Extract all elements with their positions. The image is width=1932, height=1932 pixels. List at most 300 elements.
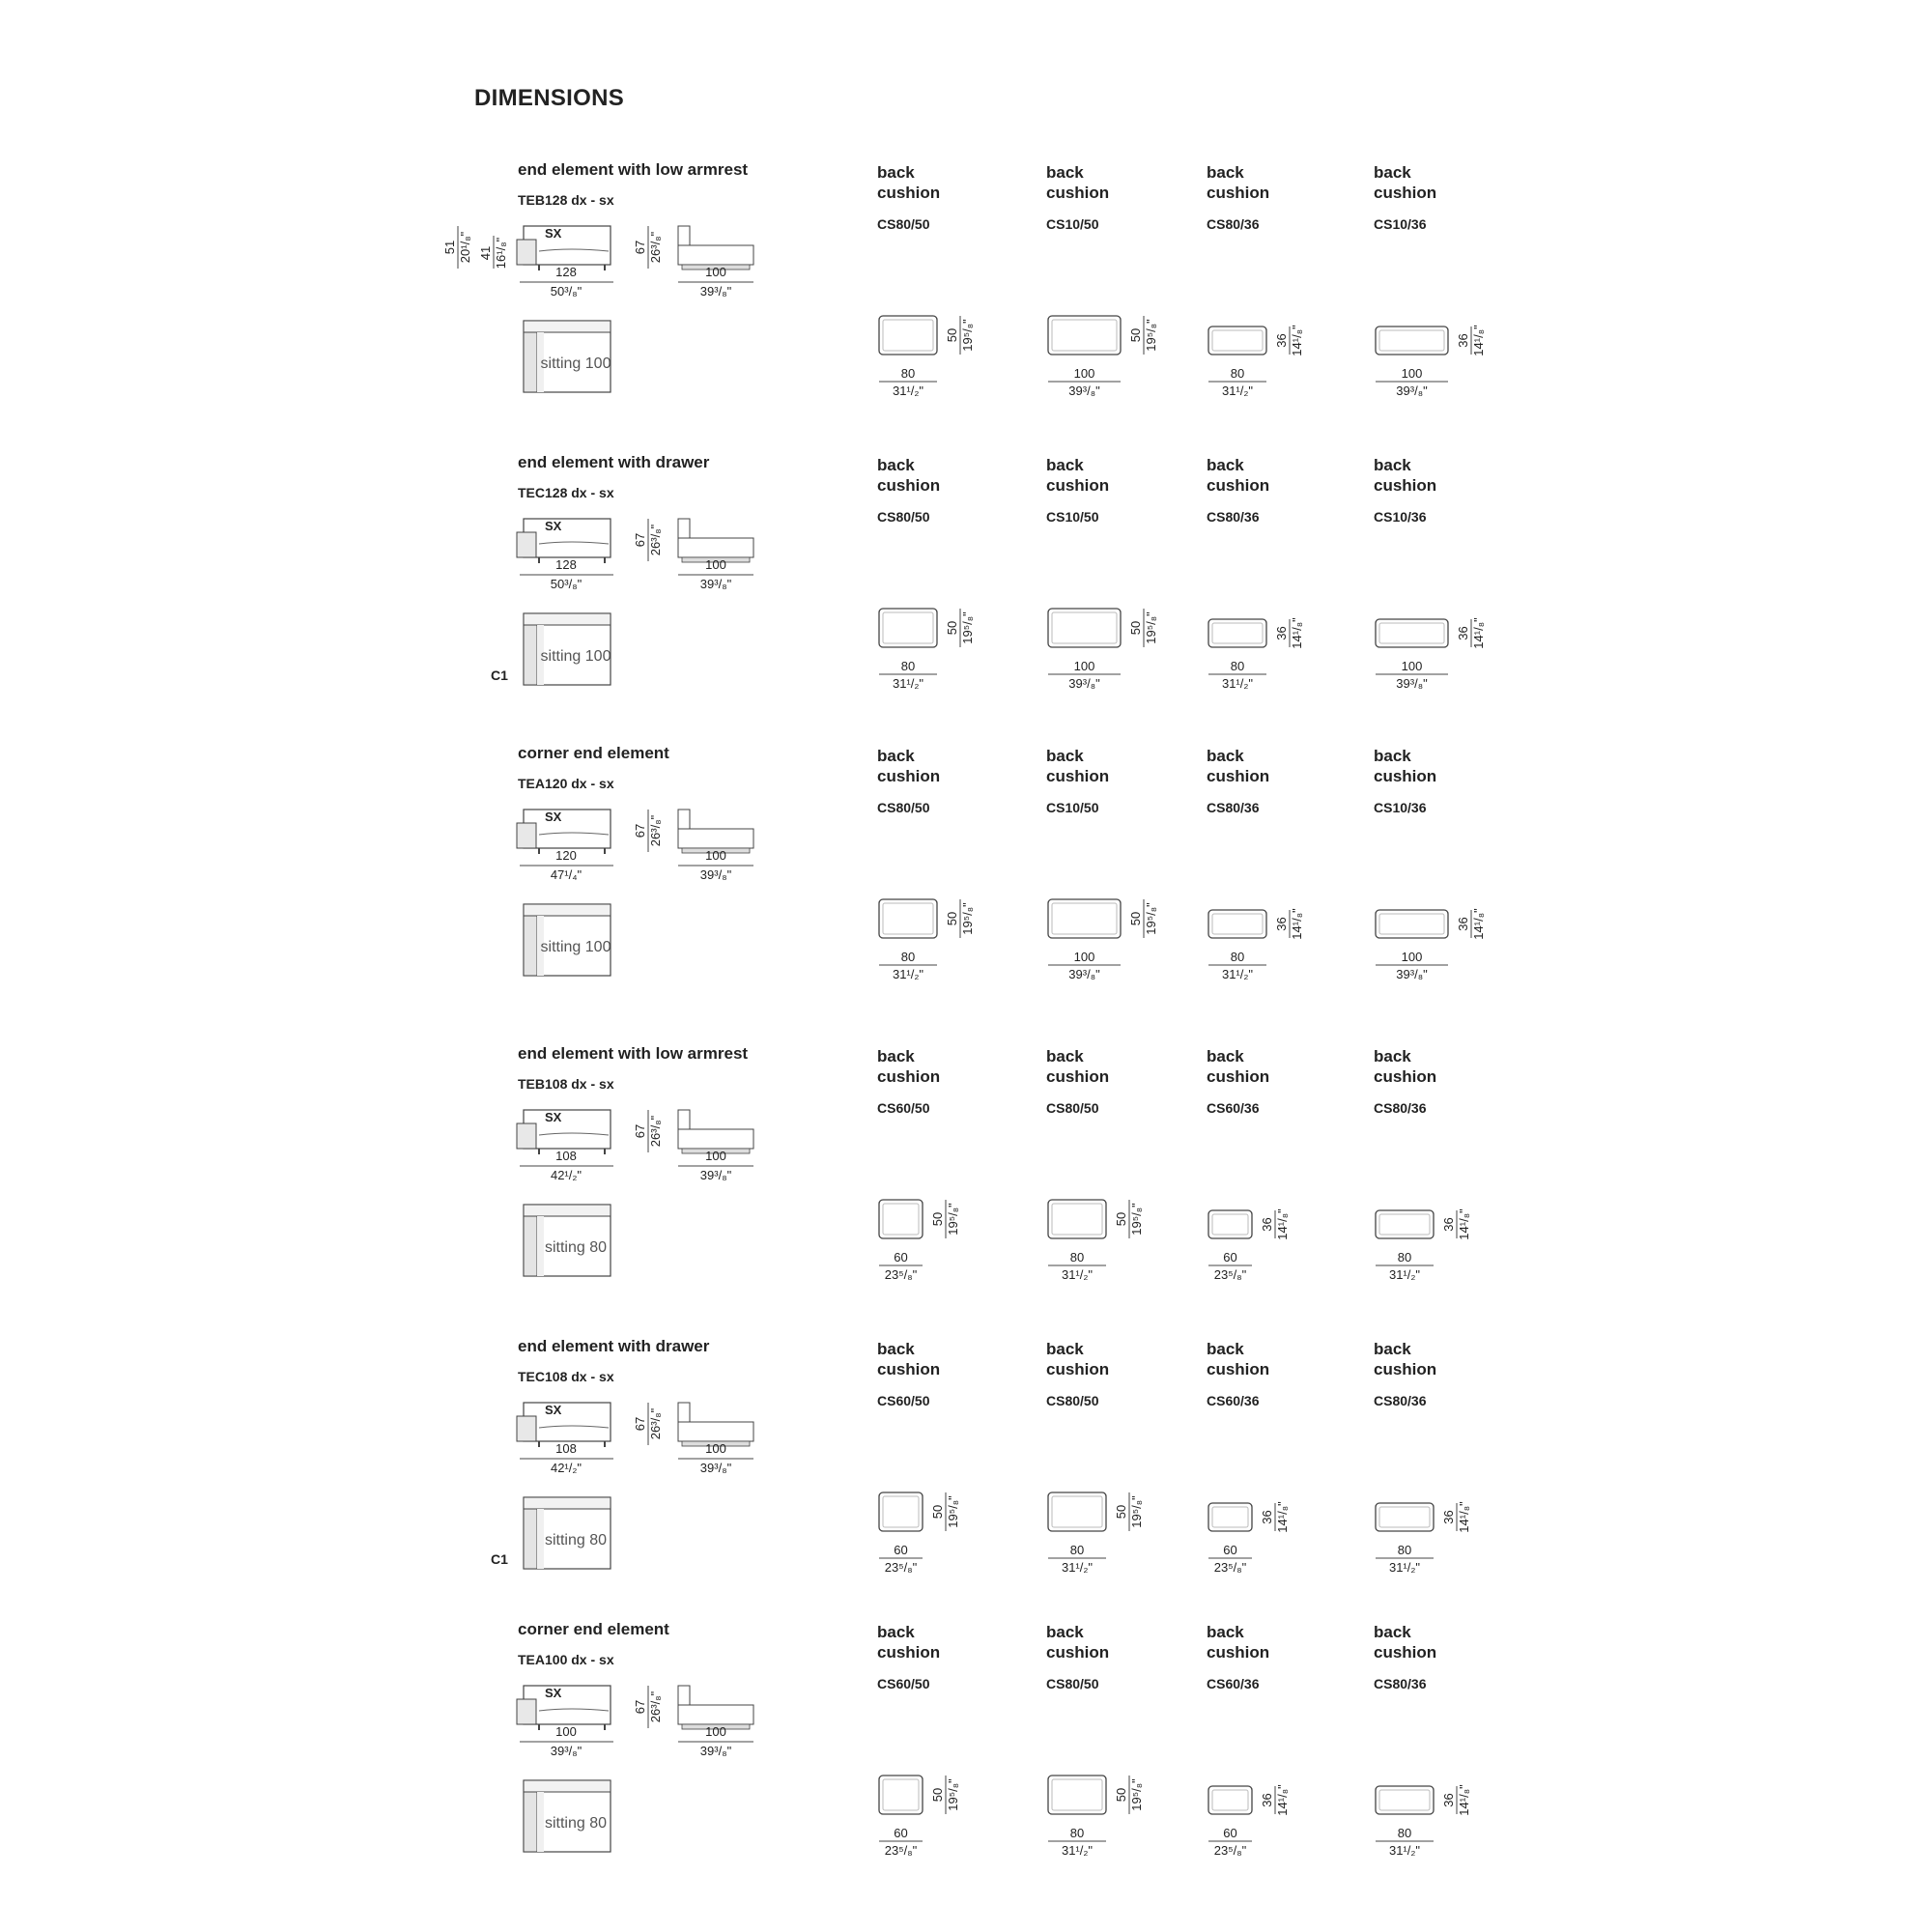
depth-cm: 100: [705, 848, 726, 863]
sitting-label: sitting 80: [544, 1239, 608, 1256]
cushion-width-cm: 60: [1223, 1250, 1237, 1264]
cushion-label: back cushion: [877, 163, 941, 202]
cushion-shape: [1048, 899, 1121, 938]
cushion-height-inch: 19⁵/₈": [946, 1778, 960, 1811]
width-cm: 120: [555, 848, 577, 863]
plan-view: [524, 904, 611, 976]
cushion-shape: [879, 1776, 923, 1814]
cushion-drawing: [1199, 605, 1363, 701]
sitting-label: sitting 100: [540, 648, 611, 665]
cushion-code: CS60/50: [877, 1676, 930, 1691]
element-section: [0, 1044, 1932, 1334]
cushion-height-inch: 19⁵/₈": [1144, 319, 1158, 352]
sitting-label: sitting 100: [540, 939, 611, 955]
cushion-label: back cushion: [1046, 456, 1110, 495]
cushion-width-cm: 60: [894, 1543, 908, 1557]
cushion-drawing: [1038, 312, 1203, 409]
cushion-code: CS80/36: [1207, 800, 1260, 815]
cushion-height-inch: 19⁵/₈": [1144, 902, 1158, 935]
cushion-code: CS10/36: [1374, 216, 1427, 232]
cushion-width-inch: 31¹/₂": [1221, 676, 1254, 691]
back-cushion: [1374, 162, 1528, 398]
back-cushion: [1374, 1339, 1528, 1575]
cushion-drawing: [1366, 1772, 1530, 1868]
cushion-label: back cushion: [1046, 1047, 1110, 1086]
cushion-label: back cushion: [1374, 456, 1437, 495]
element-section: [0, 160, 1932, 450]
cushion-width-cm: 60: [1223, 1543, 1237, 1557]
cushion-label: back cushion: [877, 1340, 941, 1378]
height-c-inch: 26³/₈": [648, 1407, 663, 1440]
cushion-height-inch: 19⁵/₈": [946, 1495, 960, 1528]
cushion-width-cm: 80: [1069, 1250, 1085, 1264]
height-c-cm: 67: [633, 1416, 647, 1432]
cushion-width-inch: 23⁵/₈": [884, 1267, 918, 1282]
width-cm: 128: [555, 265, 577, 279]
height-c-cm: 67: [633, 532, 647, 548]
cushion-code: CS60/36: [1207, 1100, 1260, 1116]
depth-inch: 39³/₈": [699, 284, 732, 298]
cushion-width-inch: 31¹/₂": [1388, 1560, 1421, 1575]
depth-inch: 39³/₈": [699, 1168, 732, 1182]
height-c-cm: 67: [633, 240, 647, 255]
cushion-height-inch: 14¹/₈": [1457, 1501, 1471, 1533]
cushion-width-inch: 23⁵/₈": [1213, 1267, 1247, 1282]
cushion-label: back cushion: [1207, 1047, 1270, 1086]
cushion-height-cm: 36: [1456, 917, 1470, 931]
cushion-drawing: [1199, 312, 1363, 409]
width-inch: 50³/₈": [550, 577, 582, 591]
back-cushion: [877, 455, 1032, 691]
cushion-drawing: [1199, 895, 1363, 992]
cushion-width-inch: 23⁵/₈": [1213, 1843, 1247, 1858]
cushion-drawing: [869, 1196, 1034, 1293]
c1-label: C1: [491, 668, 508, 683]
cushion-label: back cushion: [1046, 1623, 1110, 1662]
depth-inch: 39³/₈": [699, 1461, 732, 1475]
front-view: [678, 226, 753, 298]
height-b-inch: 16¹/₈": [494, 237, 508, 270]
cushion-height-cm: 50: [945, 620, 959, 636]
element-drawing: [425, 798, 773, 1030]
width-inch: 50³/₈": [550, 284, 582, 298]
cushion-width-inch: 39³/₈": [1396, 967, 1428, 981]
cushion-width-cm: 100: [1073, 366, 1095, 381]
cushion-label: back cushion: [1374, 1340, 1437, 1378]
plan-view: [524, 1497, 611, 1569]
back-cushion: [877, 746, 1032, 981]
element-drawing: [425, 214, 773, 446]
element-section: [0, 1337, 1932, 1627]
cushion-code: CS60/50: [877, 1393, 930, 1408]
side-label: SX: [545, 1403, 562, 1417]
cushion-label: back cushion: [1046, 1340, 1110, 1378]
cushion-width-inch: 23⁵/₈": [884, 1843, 918, 1858]
cushion-height-inch: 19⁵/₈": [946, 1203, 960, 1236]
cushion-drawing: [1038, 1772, 1203, 1868]
cushion-label: back cushion: [1207, 163, 1270, 202]
element-code: TEA120 dx - sx: [518, 776, 614, 791]
plan-view: [524, 321, 611, 392]
cushion-width-cm: 80: [1397, 1543, 1412, 1557]
cushion-width-cm: 100: [1401, 366, 1423, 381]
cushion-shape: [879, 899, 937, 938]
side-view: [517, 810, 613, 882]
cushion-label: back cushion: [1207, 747, 1270, 785]
height-c-inch: 26³/₈": [648, 1690, 663, 1723]
cushion-width-inch: 23⁵/₈": [884, 1560, 918, 1575]
back-cushion: [877, 162, 1032, 398]
depth-cm: 100: [705, 557, 726, 572]
cushion-drawing: [869, 895, 1034, 992]
cushion-height-inch: 14¹/₈": [1457, 1208, 1471, 1240]
back-cushion: [1046, 746, 1201, 981]
page-title: DIMENSIONS: [474, 85, 625, 111]
cushion-drawing: [869, 1772, 1034, 1868]
cushion-height-cm: 50: [1114, 1504, 1128, 1520]
back-cushion: [1374, 1046, 1528, 1282]
cushion-width-cm: 80: [900, 366, 916, 381]
cushion-code: CS10/50: [1046, 509, 1099, 525]
back-cushion: [1207, 746, 1361, 981]
cushion-height-cm: 36: [1260, 1510, 1274, 1524]
cushion-code: CS60/36: [1207, 1393, 1260, 1408]
cushion-label: back cushion: [1374, 163, 1437, 202]
back-cushion: [1374, 455, 1528, 691]
element-name: corner end element: [518, 744, 669, 762]
back-cushion: [1046, 1622, 1201, 1858]
cushion-shape: [879, 1492, 923, 1531]
side-label: SX: [545, 226, 562, 241]
cushion-width-cm: 80: [900, 659, 916, 673]
cushion-height-inch: 14¹/₈": [1290, 908, 1304, 940]
cushion-height-cm: 50: [930, 1504, 945, 1520]
element-name: end element with drawer: [518, 1337, 710, 1355]
side-view: [517, 519, 613, 591]
height-c-inch: 26³/₈": [648, 814, 663, 847]
cushion-code: CS80/50: [877, 216, 930, 232]
cushion-width-cm: 80: [900, 950, 916, 964]
element-drawing: [425, 1391, 773, 1623]
sitting-label: sitting 100: [540, 355, 611, 372]
cushion-label: back cushion: [1207, 1340, 1270, 1378]
depth-inch: 39³/₈": [699, 867, 732, 882]
cushion-code: CS60/36: [1207, 1676, 1260, 1691]
element-name: end element with low armrest: [518, 1044, 749, 1063]
width-inch: 39³/₈": [550, 1744, 582, 1758]
cushion-height-cm: 50: [1128, 620, 1143, 636]
cushion-drawing: [1199, 1772, 1363, 1868]
side-view: [517, 1403, 613, 1475]
cushion-drawing: [869, 312, 1034, 409]
depth-cm: 100: [705, 1724, 726, 1739]
back-cushion: [1207, 162, 1361, 398]
back-cushion: [1046, 1339, 1201, 1575]
element-section: [0, 744, 1932, 1034]
cushion-code: CS10/36: [1374, 509, 1427, 525]
cushion-height-cm: 36: [1260, 1793, 1274, 1807]
cushion-width-cm: 80: [1230, 366, 1245, 381]
element-code: TEC128 dx - sx: [518, 485, 614, 500]
cushion-height-cm: 50: [945, 327, 959, 343]
cushion-height-cm: 50: [930, 1787, 945, 1803]
cushion-drawing: [1038, 605, 1203, 701]
height-c-cm: 67: [633, 823, 647, 838]
side-view: [517, 1110, 613, 1182]
plan-view: [524, 1205, 611, 1276]
cushion-height-inch: 14¹/₈": [1290, 325, 1304, 356]
cushion-width-inch: 39³/₈": [1396, 384, 1428, 398]
cushion-code: CS80/50: [877, 509, 930, 525]
width-inch: 42¹/₂": [550, 1461, 582, 1475]
cushion-width-inch: 39³/₈": [1068, 384, 1100, 398]
cushion-code: CS10/50: [1046, 800, 1099, 815]
back-cushion: [1207, 1622, 1361, 1858]
cushion-drawing: [1038, 1489, 1203, 1585]
cushion-height-inch: 19⁵/₈": [1144, 611, 1158, 644]
front-view: [678, 519, 753, 591]
cushion-label: back cushion: [877, 456, 941, 495]
back-cushion: [1046, 455, 1201, 691]
cushion-shape: [879, 316, 937, 355]
cushion-label: back cushion: [877, 1623, 941, 1662]
cushion-height-inch: 19⁵/₈": [1129, 1495, 1144, 1528]
side-label: SX: [545, 519, 562, 533]
cushion-shape: [879, 609, 937, 647]
cushion-drawing: [1038, 895, 1203, 992]
cushion-height-cm: 50: [1114, 1211, 1128, 1227]
cushion-shape: [1048, 609, 1121, 647]
cushion-width-inch: 31¹/₂": [1061, 1267, 1094, 1282]
cushion-width-inch: 31¹/₂": [1388, 1267, 1421, 1282]
side-label: SX: [545, 810, 562, 824]
height-a-inch: 20¹/₈": [458, 231, 472, 264]
cushion-width-inch: 31¹/₂": [1221, 384, 1254, 398]
cushion-width-inch: 31¹/₂": [1221, 967, 1254, 981]
cushion-shape: [1048, 316, 1121, 355]
height-c-inch: 26³/₈": [648, 1115, 663, 1148]
front-view: [678, 1403, 753, 1475]
back-cushion: [1207, 1339, 1361, 1575]
element-section: [0, 1620, 1932, 1910]
cushion-width-inch: 31¹/₂": [1061, 1560, 1094, 1575]
cushion-width-inch: 31¹/₂": [1061, 1843, 1094, 1858]
cushion-width-cm: 80: [1230, 950, 1245, 964]
element-drawing: [425, 1674, 773, 1906]
cushion-label: back cushion: [1207, 456, 1270, 495]
height-a-cm: 51: [442, 240, 457, 255]
front-view: [678, 810, 753, 882]
element-code: TEB128 dx - sx: [518, 192, 614, 208]
cushion-code: CS10/36: [1374, 800, 1427, 815]
cushion-width-cm: 100: [1401, 659, 1423, 673]
width-cm: 100: [555, 1724, 577, 1739]
width-cm: 108: [555, 1149, 577, 1163]
cushion-width-cm: 100: [1073, 950, 1095, 964]
depth-cm: 100: [705, 1149, 726, 1163]
height-c-inch: 26³/₈": [648, 231, 663, 264]
cushion-width-cm: 100: [1073, 659, 1095, 673]
cushion-height-inch: 14¹/₈": [1471, 325, 1486, 356]
cushion-width-inch: 39³/₈": [1068, 967, 1100, 981]
cushion-width-inch: 31¹/₂": [1388, 1843, 1421, 1858]
height-b-cm: 41: [478, 245, 493, 261]
cushion-height-inch: 14¹/₈": [1275, 1784, 1290, 1816]
cushion-drawing: [1038, 1196, 1203, 1293]
element-drawing: [425, 507, 773, 739]
cushion-height-inch: 14¹/₈": [1290, 617, 1304, 649]
cushion-height-inch: 19⁵/₈": [1129, 1203, 1144, 1236]
cushion-height-inch: 19⁵/₈": [960, 902, 975, 935]
depth-inch: 39³/₈": [699, 577, 732, 591]
element-code: TEA100 dx - sx: [518, 1652, 614, 1667]
element-code: TEC108 dx - sx: [518, 1369, 614, 1384]
height-c-cm: 67: [633, 1123, 647, 1139]
element-name: end element with low armrest: [518, 160, 749, 179]
cushion-code: CS10/50: [1046, 216, 1099, 232]
back-cushion: [1046, 162, 1201, 398]
cushion-drawing: [1366, 1196, 1530, 1293]
back-cushion: [877, 1046, 1032, 1282]
cushion-drawing: [1199, 1196, 1363, 1293]
side-view: [517, 226, 613, 298]
cushion-label: back cushion: [1374, 747, 1437, 785]
cushion-width-cm: 80: [1397, 1250, 1412, 1264]
cushion-code: CS80/36: [1374, 1676, 1427, 1691]
cushion-shape: [1048, 1492, 1106, 1531]
cushion-width-inch: 23⁵/₈": [1213, 1560, 1247, 1575]
cushion-height-inch: 19⁵/₈": [960, 611, 975, 644]
cushion-label: back cushion: [1207, 1623, 1270, 1662]
element-section: [0, 453, 1932, 743]
cushion-drawing: [1366, 1489, 1530, 1585]
cushion-label: back cushion: [877, 747, 941, 785]
cushion-width-cm: 100: [1401, 950, 1423, 964]
cushion-code: CS80/36: [1374, 1393, 1427, 1408]
cushion-code: CS80/50: [877, 800, 930, 815]
cushion-code: CS80/50: [1046, 1393, 1099, 1408]
cushion-code: CS80/50: [1046, 1100, 1099, 1116]
cushion-height-inch: 19⁵/₈": [960, 319, 975, 352]
cushion-drawing: [1366, 605, 1530, 701]
cushion-width-cm: 80: [1230, 659, 1245, 673]
c1-label: C1: [491, 1551, 508, 1567]
cushion-label: back cushion: [877, 1047, 941, 1086]
cushion-height-cm: 50: [1128, 911, 1143, 926]
element-name: corner end element: [518, 1620, 669, 1638]
depth-cm: 100: [705, 265, 726, 279]
cushion-height-inch: 14¹/₈": [1471, 908, 1486, 940]
cushion-height-cm: 36: [1456, 333, 1470, 348]
height-c-cm: 67: [633, 1699, 647, 1715]
cushion-drawing: [1366, 895, 1530, 992]
cushion-height-inch: 14¹/₈": [1275, 1208, 1290, 1240]
back-cushion: [1374, 1622, 1528, 1858]
cushion-code: CS80/36: [1207, 216, 1260, 232]
front-view: [678, 1110, 753, 1182]
element-code: TEB108 dx - sx: [518, 1076, 614, 1092]
cushion-height-cm: 36: [1441, 1510, 1456, 1524]
cushion-width-cm: 80: [1069, 1543, 1085, 1557]
cushion-height-cm: 50: [930, 1211, 945, 1227]
cushion-width-inch: 31¹/₂": [892, 967, 924, 981]
cushion-drawing: [1199, 1489, 1363, 1585]
cushion-width-cm: 60: [1223, 1826, 1237, 1840]
cushion-drawing: [1366, 312, 1530, 409]
cushion-width-cm: 60: [894, 1826, 908, 1840]
cushion-label: back cushion: [1046, 747, 1110, 785]
sitting-label: sitting 80: [544, 1532, 608, 1548]
back-cushion: [1207, 455, 1361, 691]
width-inch: 42¹/₂": [550, 1168, 582, 1182]
cushion-height-cm: 36: [1274, 333, 1289, 348]
cushion-height-inch: 14¹/₈": [1275, 1501, 1290, 1533]
cushion-width-inch: 31¹/₂": [892, 384, 924, 398]
sitting-label: sitting 80: [544, 1815, 608, 1832]
cushion-code: CS80/50: [1046, 1676, 1099, 1691]
cushion-drawing: [869, 1489, 1034, 1585]
cushion-drawing: [869, 605, 1034, 701]
cushion-code: CS80/36: [1374, 1100, 1427, 1116]
cushion-code: CS60/50: [877, 1100, 930, 1116]
cushion-width-inch: 39³/₈": [1068, 676, 1100, 691]
cushion-width-cm: 80: [1069, 1826, 1085, 1840]
cushion-height-cm: 50: [945, 911, 959, 926]
depth-inch: 39³/₈": [699, 1744, 732, 1758]
cushion-height-cm: 36: [1260, 1217, 1274, 1232]
cushion-label: back cushion: [1374, 1047, 1437, 1086]
side-view: [517, 1686, 613, 1758]
cushion-code: CS80/36: [1207, 509, 1260, 525]
cushion-shape: [879, 1200, 923, 1238]
width-cm: 108: [555, 1441, 577, 1456]
side-label: SX: [545, 1110, 562, 1124]
side-label: SX: [545, 1686, 562, 1700]
cushion-width-cm: 80: [1397, 1826, 1412, 1840]
depth-cm: 100: [705, 1441, 726, 1456]
cushion-label: back cushion: [1046, 163, 1110, 202]
cushion-height-inch: 14¹/₈": [1471, 617, 1486, 649]
front-view: [678, 1686, 753, 1758]
cushion-height-cm: 50: [1128, 327, 1143, 343]
cushion-height-cm: 36: [1441, 1217, 1456, 1232]
back-cushion: [1374, 746, 1528, 981]
back-cushion: [1046, 1046, 1201, 1282]
cushion-height-inch: 19⁵/₈": [1129, 1778, 1144, 1811]
width-inch: 47¹/₄": [550, 867, 582, 882]
cushion-shape: [1048, 1200, 1106, 1238]
width-cm: 128: [555, 557, 577, 572]
back-cushion: [877, 1622, 1032, 1858]
cushion-height-cm: 36: [1456, 626, 1470, 640]
cushion-height-inch: 14¹/₈": [1457, 1784, 1471, 1816]
cushion-height-cm: 36: [1274, 626, 1289, 640]
height-c-inch: 26³/₈": [648, 524, 663, 556]
cushion-height-cm: 36: [1274, 917, 1289, 931]
cushion-width-inch: 39³/₈": [1396, 676, 1428, 691]
cushion-width-cm: 60: [894, 1250, 908, 1264]
cushion-height-cm: 50: [1114, 1787, 1128, 1803]
plan-view: [524, 1780, 611, 1852]
cushion-height-cm: 36: [1441, 1793, 1456, 1807]
element-name: end element with drawer: [518, 453, 710, 471]
cushion-label: back cushion: [1374, 1623, 1437, 1662]
back-cushion: [877, 1339, 1032, 1575]
cushion-width-inch: 31¹/₂": [892, 676, 924, 691]
plan-view: [524, 613, 611, 685]
back-cushion: [1207, 1046, 1361, 1282]
cushion-shape: [1048, 1776, 1106, 1814]
